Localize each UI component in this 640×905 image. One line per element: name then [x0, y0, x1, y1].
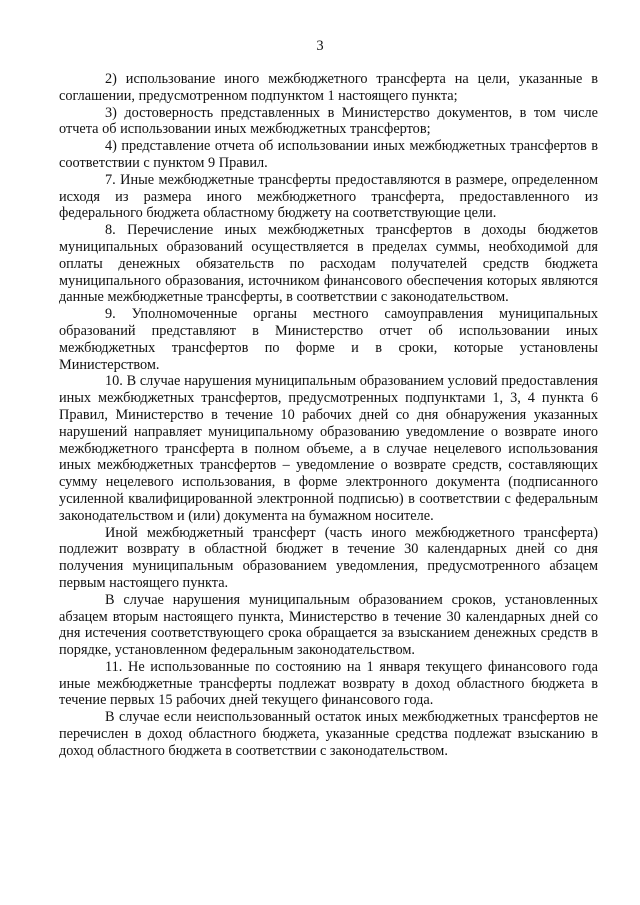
paragraph-item-10-violation: В случае нарушения муниципальным образованием сроков, установленных абзацем вторым настоящего пункта, Министерство в течение 30 календарных дней со дня истечения соответствующего срока обращается за взысканием денежных средств в порядке, установленном федеральным законодательством.	[59, 591, 598, 659]
paragraph-subitem-4: 4) представление отчета об использовании иных межбюджетных трансфертов в соответствии с пунктом 9 Правил.	[59, 138, 598, 171]
paragraph-subitem-3: 3) достоверность представленных в Министерство документов, в том числе отчета об использовании иных межбюджетных трансфертов;	[59, 104, 598, 138]
paragraph-item-11: 11. Не использованные по состоянию на 1 января текущего финансового года иные межбюджетные трансферты подлежат возврату в доход областного бюджета в течение первых 15 рабочих дней текущего финансового года.	[59, 658, 598, 709]
paragraph-item-10: 10. В случае нарушения муниципальным образованием условий предоставления иных межбюджетных трансфертов, предусмотренных подпунктами 1, 3, 4 пункта 6 Правил, Министерство в течение 10 рабочих дней со дня обнаружения указанных нарушений направляет муниципальному образованию уведомление о возврате иного межбюджетного трансферта в полном объеме, а в случае нецелевого использования иных межбюджетных трансфертов – уведомление о возврате средств, составляющих сумму нецелевого использования, в форме электронного документа (подписанного усиленной квалифицированной электронной подписью) в соответствии с федеральным законодательством и (или) документа на бумажном носителе.	[59, 373, 598, 524]
paragraph-item-8: 8. Перечисление иных межбюджетных трансфертов в доходы бюджетов муниципальных образований осуществляется в пределах суммы, необходимой для оплаты денежных обязательств по расходам получателей средств бюджета муниципального образования, источником финансового обеспечения которых являются данные межбюджетные трансферты, в соответствии с законодательством.	[59, 222, 598, 306]
page-number: 3	[316, 38, 324, 54]
paragraph-item-9: 9. Уполномоченные органы местного самоуправления муниципальных образований представляют в Министерство отчет об использовании иных межбюджетных трансфертов по форме и в сроки, которые установлены Министерством.	[59, 306, 598, 373]
paragraph-subitem-2: 2) использование иного межбюджетного трансферта на цели, указанные в соглашении, предусмотренном подпунктом 1 настоящего пункта;	[59, 71, 598, 104]
paragraph-item-7: 7. Иные межбюджетные трансферты предоставляются в размере, определенном исходя из размера иного межбюджетного трансферта, предоставленного из федерального бюджета областному бюджету на соответствующие цели.	[59, 171, 598, 222]
document-body	[59, 71, 598, 760]
paragraph-item-11-recovery: В случае если неиспользованный остаток иных межбюджетных трансфертов не перечислен в доход областного бюджета, указанные средства подлежат взысканию в доход областного бюджета в соответствии с законодательством.	[59, 709, 598, 759]
paragraph-item-10-return: Иной межбюджетный трансферт (часть иного межбюджетного трансферта) подлежит возврату в областной бюджет в течение 30 календарных дней со дня получения муниципальным образованием уведомления, предусмотренного абзацем первым настоящего пункта.	[59, 524, 598, 591]
